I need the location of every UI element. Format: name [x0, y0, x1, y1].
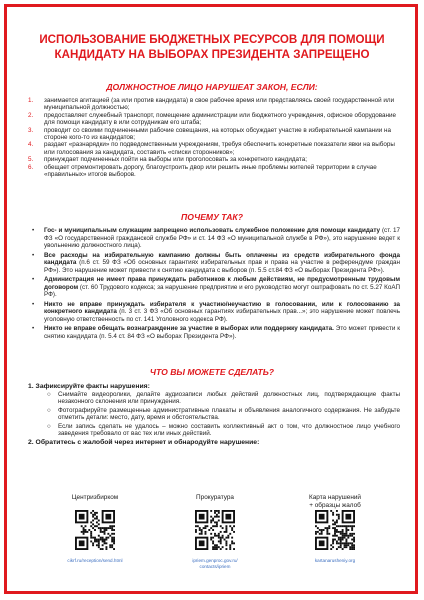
why-item-bold: Гос- и муниципальным служащим запрещено использовать служебное положение для помощи кандидату: [44, 227, 381, 234]
contact-link[interactable]: kartanarusheniy.org: [314, 558, 356, 563]
contact-label: Прокуратура: [196, 494, 234, 501]
contact-link[interactable]: ipriem.genproc.gov.ru/ contacts/ipriem: [192, 558, 238, 569]
violation-item: [28, 164, 400, 179]
why-item: • Гос- и муниципальным служащим запрещено использовать служебное положение для помощи кандидату (ст. 17 ФЗ «О государственной гражданской службе РФ» и ст. 14 ФЗ «О муниципальной службе в РФ»), это нарушение ведет к увольнению должностного лица).: [32, 227, 401, 249]
steps-block: [28, 382, 400, 447]
why-item: • Никто не вправе принуждать избирателя к участию/неучастию в голосовании, или к голосованию за конкретного кандидата (п. 3 ст. 3 ФЗ «Об основных гарантиях избирательных прав...»; это нарушение может повлечь уголовную ответственность по ст. 141 Уголовного кодекса РФ).: [32, 300, 400, 323]
item-number: 6.: [28, 163, 34, 171]
contact-map: [280, 494, 390, 564]
step-2-title: 2. Обратитесь с жалобой через интернет и обнародуйте нарушение:: [28, 439, 260, 447]
qr-code-icon[interactable]: [75, 510, 115, 550]
item-text: обещает отремонтировать дорогу, благоустроить двор или решить иные проблемы жителей территории в случае «правильных» итогов выборов.: [44, 163, 377, 179]
item-text: принуждает подчиненных пойти на выборы или проголосовать за конкретного кандидата;: [44, 156, 307, 164]
item-number: 4.: [28, 141, 34, 149]
why-item-bold: Администрация не имеет права принуждать работников к любым действиям, не предусмотренным трудовым договором: [44, 276, 400, 291]
qr-code-icon[interactable]: [315, 510, 355, 550]
item-text: предоставляет служебный транспорт, помещение администрации или бюджетного учреждения, офисное оборудование для помощи кандидату в или сотрудникам его штаба;: [44, 111, 396, 127]
contact-cik: [40, 494, 150, 564]
violations-list: [28, 97, 400, 178]
item-text: проводит со своими подчиненными рабочие совещания, на которых обсуждает участие в избирательной кампании на стороне кого-то из кандидатов;: [44, 126, 392, 142]
why-item-bold: Никто не вправе обещать вознаграждение за участие в выборах или поддержку кандидата.: [44, 325, 334, 332]
item-text: занимается агитацией (за или против кандидата) в свое рабочее время или представляясь своей государственной или муниципальной должностью;: [44, 97, 395, 112]
violation-item: [28, 156, 400, 163]
contact-label: Центризбирком: [71, 494, 119, 501]
item-number: 5.: [28, 156, 34, 164]
why-item-text: (ст. 17 ФЗ «О государственной гражданской службе РФ» и ст. 14 ФЗ «О муниципальной службе в РФ»), это нарушение ведет к увольнению должностного лица).: [44, 227, 401, 249]
step-1-item: ○ Фотографируйте размещенные административные плакаты и объявления аналогичного содержания. Не забудьте отметить детали: место, дату, время и обстоятельства.: [47, 406, 400, 422]
what-heading: ЧТО ВЫ МОЖЕТЕ СДЕЛАТЬ?: [149, 367, 275, 377]
why-heading: ПОЧЕМУ ТАК?: [181, 212, 243, 222]
why-item-text: (п.6 ст. 59 ФЗ «Об основных гарантиях избирательных прав и права на участие в референдуме граждан РФ»). Это нарушение может привести к снятию кандидата с выборов (п. 5.5 ст.84 ФЗ «О выборах Президента РФ»).: [44, 259, 400, 274]
violations-heading: ДОЛЖНОСТНОЕ ЛИЦО НАРУШЕАТ ЗАКОН, ЕСЛИ:: [106, 82, 318, 92]
violation-item: [28, 141, 400, 156]
item-number: 2.: [28, 111, 34, 119]
violation-item: [28, 127, 400, 142]
contact-label: Карта нарушений + образцы жалоб: [309, 494, 361, 509]
violation-item: [28, 97, 400, 112]
step-1-item-text: Снимайте видеоролики, делайте аудиозаписи любых действий должностных лиц, подтверждающие факты незаконного склонения или принуждения.: [58, 391, 400, 406]
why-item-text: Это может привести к снятию кандидата (п. 5.4 ст. 84 ФЗ «О выборах Президента РФ»).: [44, 325, 401, 340]
step-1-list: [44, 391, 400, 437]
step-1-item: ○ Снимайте видеоролики, делайте аудиозаписи любых действий должностных лиц, подтверждающие факты незаконного склонения или принуждения.: [47, 391, 400, 406]
violation-item: [28, 112, 400, 127]
why-item-text: (п. 3 ст. 3 ФЗ «Об основных гарантиях избирательных прав...»; это нарушение может повлечь уголовную ответственность по ст. 141 Уголовного кодекса РФ).: [44, 308, 400, 323]
why-item: • Все расходы на избирательную кампанию должны быть оплачены из средств избирательного фонда кандидата (п.6 ст. 59 ФЗ «Об основных гарантиях избирательных прав и права на участие в референдуме граждан РФ»). Это нарушение может привести к снятию кандидата с выборов (п. 5.5 ст.84 ФЗ «О выборах Президента РФ»).: [32, 251, 400, 274]
contact-prosecutor: [160, 494, 270, 570]
why-item-bold: Никто не вправе принуждать избирателя к участию/неучастию в голосовании, или к голосованию за конкретного кандидата: [44, 300, 400, 315]
contact-link[interactable]: cikrf.ru/reception/send.html: [67, 558, 123, 563]
why-item: • Никто не вправе обещать вознаграждение за участие в выборах или поддержку кандидата. Это может привести к снятию кандидата (п. 5.4 ст. 84 ФЗ «О выборах Президента РФ»).: [32, 325, 401, 340]
title-line-1: ИСПОЛЬЗОВАНИЕ БЮДЖЕТНЫХ РЕСУРСОВ ДЛЯ ПОМОЩИ: [39, 33, 385, 46]
contacts-row: [40, 494, 390, 574]
item-number: 3.: [28, 126, 34, 134]
step-1-item-text: Фотографируйте размещенные административные плакаты и объявления аналогичного содержания. Не забудьте отметить детали: место, дату, время и обстоятельства.: [58, 406, 400, 422]
qr-code-icon[interactable]: [195, 510, 235, 550]
step-1-title: 1. Зафиксируйте факты нарушения:: [28, 383, 150, 390]
page-title: [22, 32, 402, 62]
step-1-item-text: Если запись сделать не удалось – можно составить коллективный акт о том, что должностное лицо учебного заведения требовало от вас тех или иных действий.: [58, 422, 400, 438]
title-line-2: КАНДИДАТУ НА ВЫБОРАХ ПРЕЗИДЕНТА ЗАПРЕЩЕНО: [54, 48, 370, 61]
step-1-item: ○ Если запись сделать не удалось – можно составить коллективный акт о том, что должностное лицо учебного заведения требовало от вас тех или иных действий.: [47, 422, 400, 438]
item-text: раздает «разнарядки» по подведомственным учреждениям, требуя обеспечить конкретные показатели явки на выборы или голосования за кандидата, составить «списки сторонников»;: [44, 141, 395, 156]
why-item-text: (ст. 60 Трудового кодекса; за нарушение предприятие и его руководство могут оштрафовать по ст. 5.27 КоАП РФ).: [44, 283, 400, 298]
item-number: 1.: [28, 97, 34, 104]
why-item-bold: Все расходы на избирательную кампанию должны быть оплачены из средств избирательного фонда кандидата: [44, 251, 400, 266]
why-item: • Администрация не имеет права принуждать работников к любым действиям, не предусмотренным трудовым договором (ст. 60 Трудового кодекса; за нарушение предприятие и его руководство могут оштрафовать по ст. 5.27 КоАП РФ).: [32, 276, 400, 298]
why-list: [28, 227, 400, 342]
